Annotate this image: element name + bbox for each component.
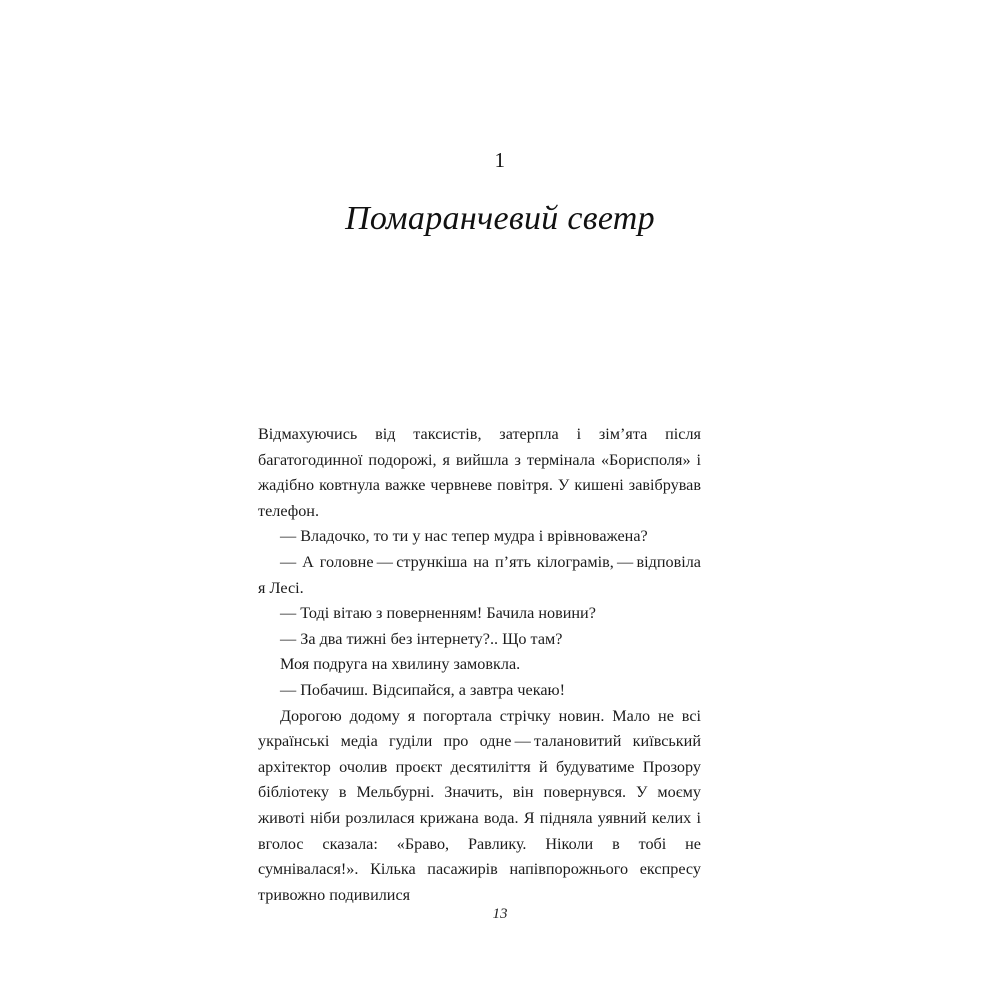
body-text — [258, 422, 701, 908]
paragraph: — За два тижні без інтернету?.. Що там? — [280, 629, 563, 648]
chapter-number: 1 — [494, 148, 506, 172]
paragraph: Моя подруга на хвилину замовкла. — [280, 655, 521, 674]
chapter-title: Помаранчевий светр — [345, 200, 655, 237]
paragraph: — Тоді вітаю з поверненням! Бачила новини? — [280, 604, 596, 623]
paragraph: — Побачиш. Відсипайся, а завтра чекаю! — [280, 680, 566, 699]
paragraph: — Владочко, то ти у нас тепер мудра і врівноважена? — [280, 527, 648, 546]
paragraph: Дорогою додому я погортала стрічку новин. Мало не всі українські медіа гуділи про одне — талановитий київський архітектор очолив проєкт десятиліття й будуватиме Прозору бібліотеку в Мельбурні. Значить, він повернувся. У моєму животі ніби розлилася крижана вода. Я підняла уявний келих і вголос сказала: «Браво, Равлику. Ніколи в тобі не сумнівалася!». Кілька пасажирів напівпорожнього експресу тривожно подивилися — [258, 706, 701, 904]
page-number: 13 — [492, 906, 508, 922]
paragraph: Відмахуючись від таксистів, затерпла і зімʼята після багатогодинної подорожі, я вийшла з термінала «Борисполя» і жадібно ковтнула важке червневе повітря. У кишені завібрував телефон. — [258, 425, 701, 520]
paragraph: — А головне — стрункіша на пʼять кілограмів, — відповіла я Лесі. — [258, 552, 701, 597]
